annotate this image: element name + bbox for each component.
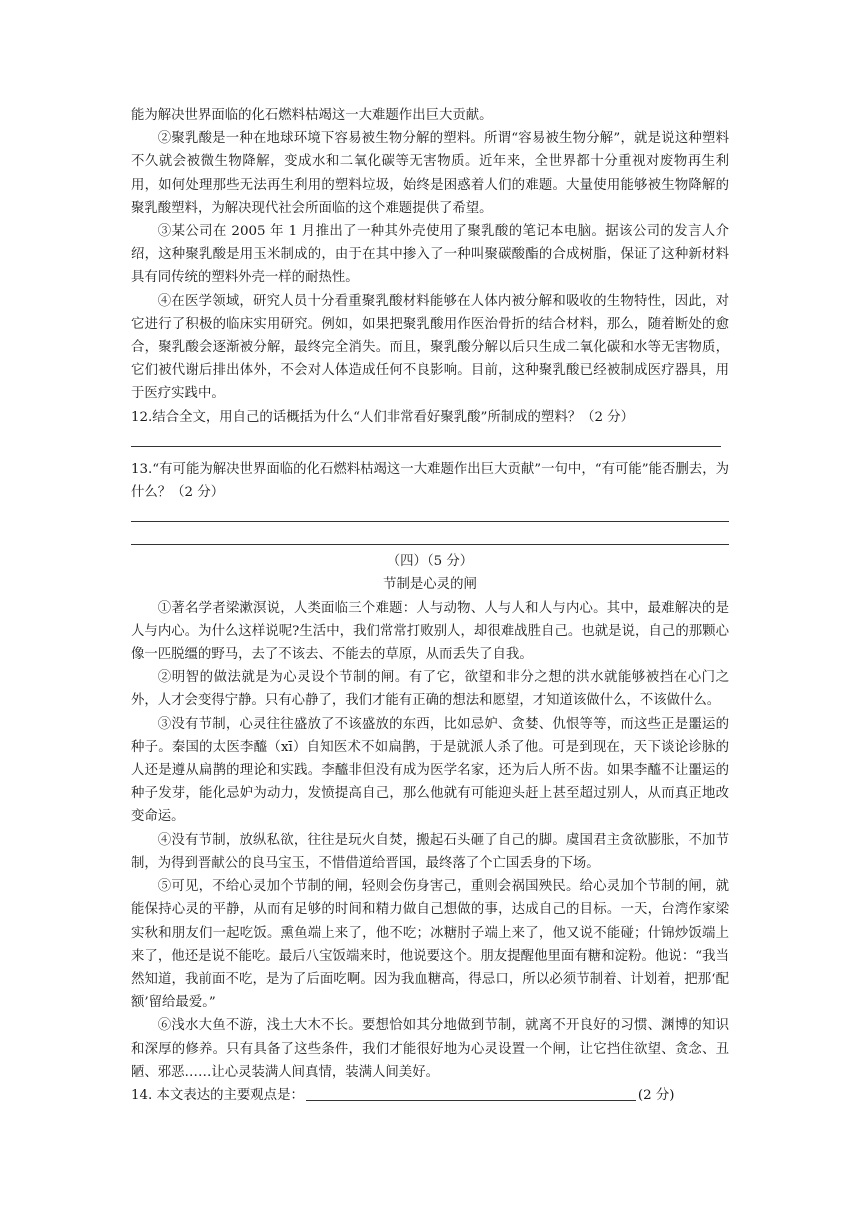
intro-paragraph: 能为解决世界面临的化石燃料枯竭这一大难题作出巨大贡献。 (131, 108, 493, 123)
paragraph-2: ②聚乳酸是一种在地球环境下容易被生物分解的塑料。所谓“容易被生物分解”，就是说这种塑料不久就会被微生物降解，变成水和二氧化碳等无害物质。近年来，全世界都十分重视对废物再生利用，如何处理那些无法再生利用的塑料垃圾，始终是困惑着人们的难题。大量使用能够被生物降解的聚乳酸塑料，为解决现代社会所面临的这个难题提供了希望。 (131, 131, 729, 216)
question-14 (131, 1084, 729, 1107)
article-paragraph-4: ④没有节制，放纵私欲，往往是玩火自焚，搬起石头砸了自己的脚。虞国君主贪欲膨胀，不加节制，为得到晋献公的良马宝玉，不惜借道给晋国，最终落了个亡国丢身的下场。 (131, 832, 729, 871)
paragraph-3: ③某公司在 2005 年 1 月推出了一种其外壳使用了聚乳酸的笔记本电脑。据该公司的发言人介绍，这种聚乳酸是用玉米制成的，由于在其中掺入了一种叫聚碳酸酯的合成树脂，保证了这种新材料具有同传统的塑料外壳一样的耐热性。 (131, 224, 729, 286)
question-13: 13.“有可能为解决世界面临的化石燃料枯竭这一大难题作出巨大贡献”一句中，“有可能”能否删去，为什么？（2 分） (131, 461, 729, 501)
article-paragraph-3: ③没有节制，心灵往往盛放了不该盛放的东西，比如忌妒、贪婪、仇恨等等，而这些正是噩运的种子。秦国的太医李醯（xī）自知医术不如扁鹊，于是就派人杀了他。可是到现在，天下谈论诊脉的人还是遵从扁鹊的理论和实践。李醯非但没有成为医学名家，还为后人所不齿。如果李醯不让噩运的种子发芽，能化忌妒为动力，发愤提高自己，那么他就有可能迎头赶上甚至超过别人，从而真正地改变命运。 (131, 716, 729, 825)
exam-page (131, 104, 729, 1107)
paragraph-4: ④在医学领域，研究人员十分看重聚乳酸材料能够在人体内被分解和吸收的生物特性，因此，对它进行了积极的临床实用研究。例如，如果把聚乳酸用作医治骨折的结合材料，那么，随着断处的愈合，聚乳酸会逐渐被分解，最终完全消失。而且，聚乳酸分解以后只生成二氧化碳和水等无害物质，它们被代谢后排出体外，不会对人体造成任何不良影响。目前，这种聚乳酸已经被制成医疗器具，用于医疗实践中。 (131, 293, 729, 402)
question-14-text: 14. 本文表达的主要观点是： (131, 1087, 304, 1103)
answer-line-13b[interactable] (131, 527, 729, 550)
question-12: 12.结合全文，用自己的话概括为什么“人们非常看好聚乳酸”所制成的塑料？（2 分） (131, 409, 635, 425)
answer-blank-14[interactable] (306, 1086, 636, 1101)
section-4-header: （四）（5 分） (386, 554, 474, 570)
question-14-points: (2 分) (637, 1087, 675, 1103)
answer-line-12[interactable] (131, 429, 729, 452)
article-title: 节制是心灵的闸 (383, 577, 477, 593)
article-paragraph-2: ②明智的做法就是为心灵设个节制的闸。有了它，欲望和非分之想的洪水就能够被挡在心门之外，人才会变得宁静。只有心静了，我们才能有正确的想法和愿望，才知道该做什么，不该做什么。 (131, 670, 729, 709)
article-paragraph-6: ⑥浅水大鱼不游，浅土大木不长。要想恰如其分地做到节制，就离不开良好的习惯、渊博的知识和深厚的修养。只有具备了这些条件，我们才能很好地为心灵设置一个闸，让它挡住欲望、贪念、丑陋、邪恶……让心灵装满人间真情，装满人间美好。 (131, 1018, 729, 1080)
article-paragraph-5: ⑤可见，不给心灵加个节制的闸，轻则会伤身害己，重则会祸国殃民。给心灵加个节制的闸，就能保持心灵的平静，从而有足够的时间和精力做自己想做的事，达成自己的目标。一天，台湾作家梁实秋和朋友们一起吃饭。熏鱼端上来了，他不吃；冰糖肘子端上来了，他又说不能碰；什锦炒饭端上来了，他还是说不能吃。最后八宝饭端来时，他说要这个。朋友提醒他里面有糖和淀粉。他说：“我当然知道，我前面不吃，是为了后面吃啊。因为我血糖高，得忌口，所以必须节制着、计划着，把那‘配额’留给最爱。” (131, 879, 729, 1011)
article-paragraph-1: ①著名学者梁漱溟说，人类面临三个难题：人与动物、人与人和人与内心。其中，最难解决的是人与内心。为什么这样说呢?生活中，我们常常打败别人，却很难战胜自己。也就是说，自己的那颗心像一匹脱缰的野马，去了不该去、不能去的草原，从而丢失了自我。 (131, 600, 729, 663)
answer-line-13a[interactable] (131, 504, 729, 527)
